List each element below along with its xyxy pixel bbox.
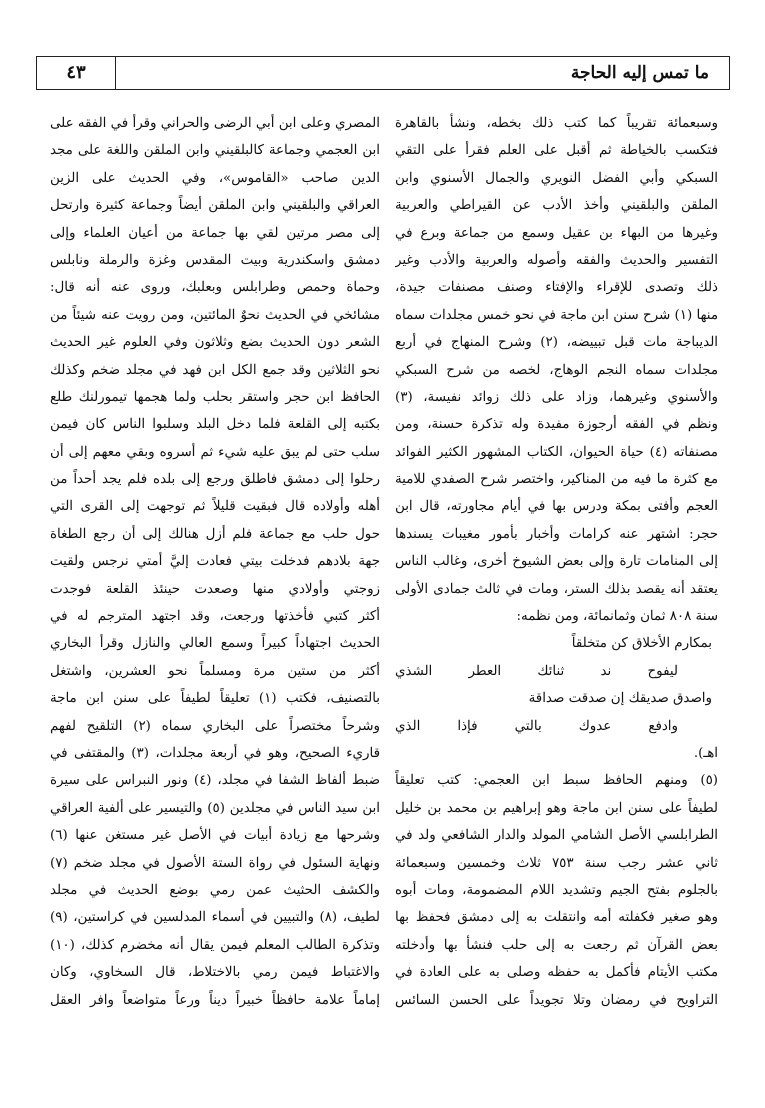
text-line: أهله وأولاده قال فبقيت قليلاً ثم توجهت إلى القرى التي [50, 499, 380, 515]
text-line: سلب حتى لم يبق عليه شيء ثم أسروه وبقي معهم إلى أن [50, 444, 380, 460]
text-line: ونظم في الفقه أرجوزة مفيدة وله تذكرة حسنة، ومن [395, 417, 718, 433]
text-line: مع كثرة ما فيه من المناكير، واختصر شرح الصفدي للامية [395, 472, 718, 488]
text-line: إلى مصر مرتين لقي بها جماعة من أعيان العلماء وإلى [50, 225, 380, 241]
text-line: مكتب الأيتام فأكمل به حفظه وصلى به على العادة في [395, 965, 718, 981]
text-line: وتذكرة الطالب المعلم فيمن يقال أنه مخضرم كذلك، (١٠) [50, 937, 380, 953]
left-text-column [50, 110, 380, 1014]
text-line: ونهاية السئول في رواة الستة الأصول في مجلد ضخم (٧) [50, 855, 380, 871]
text-line: والكشف الحثيث عمن رمي بوضع الحديث في مجلد [50, 882, 380, 898]
text-line: التفسير والحديث والفقه وأصوله والعربية والأدب وغير [395, 252, 718, 268]
text-line: فتكسب بالخياطة ثم أقبل على العلم فقرأ على التقي [395, 143, 718, 159]
text-line: الطرابلسي الأصل الشامي المولد والدار الشافعي ولد في [395, 828, 718, 844]
text-line: والاغتباط فيمن رمي بالاختلاط، قال السخاوي، وكان [50, 965, 380, 981]
text-line: زوجتي وأولادي منها وصعدت حينئذ القلعة فوجدت [50, 581, 380, 597]
text-line: التراويح في رمضان وتلا تجويداً على الحسن السائس [395, 992, 718, 1008]
text-line: وغيرها من البهاء بن عقيل وسمع من جماعة وبرع في [395, 225, 718, 241]
text-line: بعض القرآن ثم رجعت به إلى حلب فنشأ بها وأدخلته [395, 937, 718, 953]
text-line: لطيف، (٨) والتبيين في أسماء المدلسين في كراستين، (٩) [50, 910, 380, 926]
text-line: إلى المنامات تارة وإلى بعض الشيوخ أخرى، وغالب الناس [395, 554, 718, 570]
text-line: حجر: اشتهر عنه كرامات وأخبار بأمور مغيبات يسندها [395, 526, 718, 542]
text-line: وسبعمائة تقريباً كما كتب ذلك بخطه، ونشأ بالقاهرة [395, 116, 718, 131]
text-line: أكثر كتبي فأخذتها ورجعت، وقد اجتهد المترجم له في [50, 609, 380, 625]
text-line: وهو صغير فكفلته أمه وانتقلت به إلى دمشق فحفظ بها [395, 910, 718, 926]
header-title: ما تمس إليه الحاجة [570, 63, 709, 83]
text-line: الشعر دون الحديث بضع وثلاثون وفي العلوم غير الحديث [50, 335, 380, 351]
text-line: مصنفاته (٤) حياة الحيوان، الكتاب المشهور الكثير الفوائد [395, 444, 718, 460]
text-line: وشرحها مع زيادة أبيات في الأصل غير مستغن عنها (٦) [50, 828, 380, 844]
text-line: بالجلوم بفتح الجيم وتشديد اللام المضمومة، ومات أبوه [395, 882, 718, 898]
text-line: بمكارم الأخلاق كن متخلقاً [571, 636, 712, 652]
text-line: (٥) ومنهم الحافظ سبط ابن العجمي: كتب تعليقاً [395, 773, 718, 789]
header-divider [115, 57, 116, 89]
text-line: الديباجة مات قبل تبييضه، (٢) وشرح المنهاج في أربع [395, 335, 718, 351]
text-line: دمشق واسكندرية وبيت المقدس وغزة والرملة ونابلس [50, 252, 380, 268]
text-line: إماماً علامة حافظاً خبيراً ديناً ورعاً متواضعاً وافر العقل [50, 992, 380, 1008]
text-line: سنة ٨٠٨ ثمان وثمانمائة، ومن نظمه: [516, 609, 718, 625]
text-line: العراقي والبلقيني وابن الملقن أيضاً وجماعة كثيرة وارتحل [50, 198, 380, 214]
text-line: الملقن والبلقيني وأخذ الأدب عن القيراطي والعربية [395, 198, 718, 214]
text-line: يعتقد أنه يقصد بذلك الستر، ومات في ثالث جمادى الأولى [395, 581, 718, 597]
text-line: ضبط ألفاظ الشفا في مجلد، (٤) ونور النبراس على سيرة [50, 773, 380, 789]
text-line: وشرحاً مختصراً على البخاري سماه (٢) التلقيح لفهم [50, 718, 380, 734]
text-line: منها (١) شرح سنن ابن ماجة في نحو خمس مجلدات سماه [395, 307, 718, 323]
text-line: والأسنوي وغيرهما، وزاد على ذلك زوائد نفيسة، (٣) [395, 389, 718, 405]
text-line: الحافظ ابن حجر واستقر بحلب ولما هجمها تيمورلنك طلع [50, 389, 380, 405]
running-header [36, 56, 730, 90]
text-line: وادفع عدوك بالتي فإذا الذي [395, 718, 678, 734]
text-line: ثاني عشر رجب سنة ٧٥٣ ثلاث وخمسين وسبعمائة [395, 855, 718, 871]
text-line: وحماة وحمص وطرابلس وبعلبك، وروى عنه أنه قال: [50, 280, 380, 296]
text-line: اهـ). [693, 745, 718, 761]
text-line: بالتصنيف، فكتب (١) تعليقاً لطيفاً على سنن ابن ماجة [50, 691, 380, 707]
text-line: الحديث اجتهاداً كبيراً وسمع العالي والنازل وقرأ البخاري [50, 636, 380, 652]
text-line: المصري وعلى ابن أبي الرضى والحراني وقرأ في الفقه على [50, 116, 380, 131]
text-line: ذلك وتصدى للإقراء والإفتاء وصنف مصنفات جيدة، [395, 280, 718, 296]
text-line: واصدق صديقك إن صدقت صداقة [528, 691, 712, 707]
page-number: ٤٣ [66, 62, 86, 83]
text-line: جهة بلادهم فدخلت بيتي فعادت إليَّ أمتي نرجس ولقيت [50, 554, 380, 570]
text-line: قاريء الصحيح، وهو في أربعة مجلدات، (٣) والمقتفى في [50, 745, 380, 761]
text-line: ليفوح ند ثنائك العطر الشذي [395, 663, 678, 679]
text-line: رحلوا إلى دمشق فاطلق ورجع إلى بلده فلم يجد أحداً من [50, 472, 380, 488]
right-text-column [395, 110, 718, 1014]
text-line: بكتبه إلى القلعة فلما دخل البلد وسلبوا الناس كان فيمن [50, 417, 380, 433]
text-line: حول حلب مع جماعة فلم أزل هنالك إلى أن رجع الطغاة [50, 526, 380, 542]
text-line: مشائخي في الحديث نحوٌ المائتين، ومن رويت عنه شيئاً من [50, 307, 380, 323]
text-line: أكثر من ستين مرة ومسلماً نحو العشرين، واشتغل [50, 663, 380, 679]
text-line: ابن العجمي وجماعة كالبلقيني وابن الملقن واللغة على مجد [50, 143, 380, 159]
text-line: السبكي وأبي الفضل النويري والجمال الأسنوي وابن [395, 170, 718, 186]
text-line: الدين صاحب «القاموس»، وفي الحديث على الزين [50, 170, 380, 186]
text-line: نحو الثلاثين وقد جمع الكل ابن فهد في مجلد ضخم وكذلك [50, 362, 380, 378]
text-line: ابن سيد الناس في مجلدين (٥) والتيسير على ألفية العراقي [50, 800, 380, 816]
text-line: العجم وأفتى بمكة ودرس بها في أيام مجاورته، قال ابن [395, 499, 718, 515]
text-line: مجلدات سماه النجم الوهاج، لخصه من شرح السبكي [395, 362, 718, 378]
text-line: لطيفاً على سنن ابن ماجة وهو إبراهيم بن محمد بن خليل [395, 800, 718, 816]
